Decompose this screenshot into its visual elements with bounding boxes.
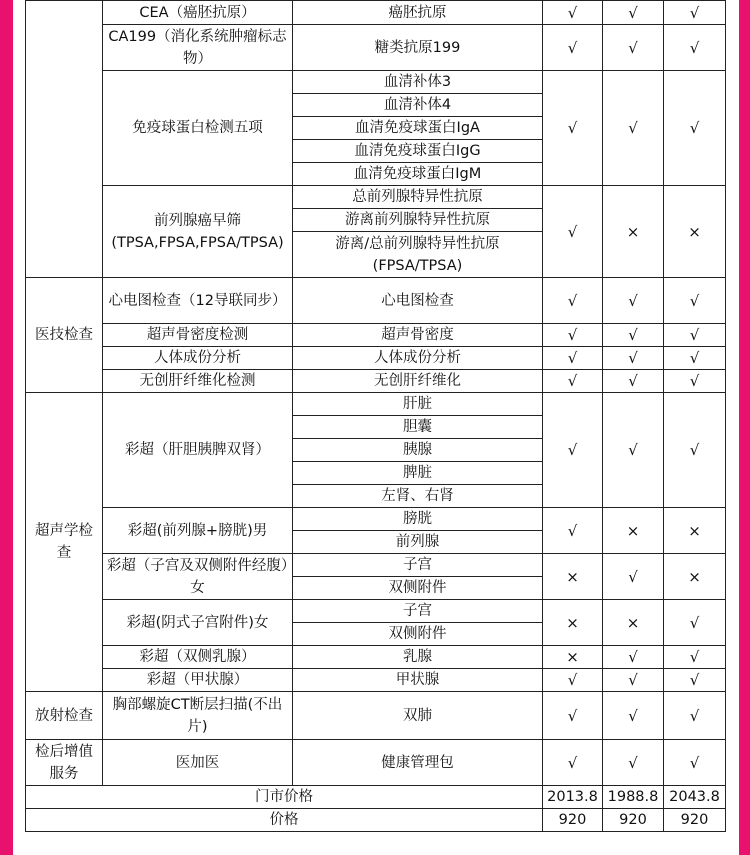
table-body xyxy=(26,1,726,832)
package-mark-cell: √ xyxy=(664,25,726,71)
item-name-cell: 彩超(阴式子宫附件)女 xyxy=(103,600,293,646)
category-cell: 医技检查 xyxy=(26,278,103,393)
package-mark-cell: √ xyxy=(603,370,664,393)
item-name-cell: 胸部螺旋CT断层扫描(不出片) xyxy=(103,692,293,740)
left-frame-border xyxy=(0,0,13,855)
item-name-cell: 彩超（肝胆胰脾双肾） xyxy=(103,393,293,508)
package-mark-cell: √ xyxy=(664,646,726,669)
category-cell: 放射检查 xyxy=(26,692,103,740)
sub-item-cell: 血清免疫球蛋白IgA xyxy=(293,117,543,140)
package-mark-cell: × xyxy=(664,186,726,278)
sub-item-cell: 膀胱 xyxy=(293,508,543,531)
table-row xyxy=(26,370,726,393)
sub-item-cell: 双侧附件 xyxy=(293,623,543,646)
package-mark-cell: √ xyxy=(603,692,664,740)
package-mark-cell: √ xyxy=(603,554,664,600)
package-mark-cell: √ xyxy=(603,347,664,370)
package-mark-cell: √ xyxy=(664,278,726,324)
package-mark-cell: √ xyxy=(543,186,603,278)
sub-item-cell: 癌胚抗原 xyxy=(293,1,543,25)
sub-item-cell: 胆囊 xyxy=(293,416,543,439)
package-mark-cell: √ xyxy=(664,324,726,347)
item-name-cell: 超声骨密度检测 xyxy=(103,324,293,347)
package-mark-cell: √ xyxy=(543,370,603,393)
package-mark-cell: √ xyxy=(543,508,603,554)
price-label-cell: 价格 xyxy=(26,809,543,832)
package-mark-cell: × xyxy=(603,600,664,646)
package-mark-cell: √ xyxy=(603,646,664,669)
sub-item-cell: 血清免疫球蛋白IgM xyxy=(293,163,543,186)
item-name-cell: 免疫球蛋白检测五项 xyxy=(103,71,293,186)
table-row xyxy=(26,25,726,71)
sub-item-cell: 前列腺 xyxy=(293,531,543,554)
item-name-cell: CEA（癌胚抗原） xyxy=(103,1,293,25)
price-label-cell: 门市价格 xyxy=(26,786,543,809)
package-mark-cell: √ xyxy=(603,71,664,186)
package-mark-cell: √ xyxy=(664,692,726,740)
package-mark-cell: × xyxy=(543,646,603,669)
category-cell: 检后增值服务 xyxy=(26,740,103,786)
sub-item-cell: 糖类抗原199 xyxy=(293,25,543,71)
table-row xyxy=(26,646,726,669)
package-mark-cell: √ xyxy=(543,71,603,186)
sub-item-cell: 子宫 xyxy=(293,554,543,577)
package-mark-cell: √ xyxy=(543,393,603,508)
package-mark-cell: √ xyxy=(543,1,603,25)
sub-item-cell: 血清免疫球蛋白IgG xyxy=(293,140,543,163)
package-mark-cell: √ xyxy=(603,324,664,347)
table-row xyxy=(26,1,726,25)
item-name-cell: 医加医 xyxy=(103,740,293,786)
package-mark-cell: √ xyxy=(603,740,664,786)
package-mark-cell: √ xyxy=(543,25,603,71)
table-row xyxy=(26,71,726,94)
table-row xyxy=(26,600,726,623)
sub-item-cell: 游离/总前列腺特异性抗原 (FPSA/TPSA) xyxy=(293,232,543,278)
table-row xyxy=(26,186,726,209)
table-row xyxy=(26,669,726,692)
package-mark-cell: √ xyxy=(603,278,664,324)
table-row xyxy=(26,692,726,740)
package-mark-cell: √ xyxy=(664,393,726,508)
sub-item-cell: 乳腺 xyxy=(293,646,543,669)
package-mark-cell: √ xyxy=(543,324,603,347)
package-mark-cell: √ xyxy=(664,347,726,370)
sub-item-cell: 血清补体4 xyxy=(293,94,543,117)
package-mark-cell: √ xyxy=(664,740,726,786)
price-value-cell: 920 xyxy=(543,809,603,832)
price-value-cell: 920 xyxy=(603,809,664,832)
package-mark-cell: √ xyxy=(664,370,726,393)
package-mark-cell: √ xyxy=(603,393,664,508)
item-name-cell: 彩超（子宫及双侧附件经腹）女 xyxy=(103,554,293,600)
sub-item-cell: 无创肝纤维化 xyxy=(293,370,543,393)
sub-item-cell: 游离前列腺特异性抗原 xyxy=(293,209,543,232)
item-name-cell: 彩超（甲状腺） xyxy=(103,669,293,692)
package-mark-cell: √ xyxy=(603,1,664,25)
price-value-cell: 1988.8 xyxy=(603,786,664,809)
package-mark-cell: × xyxy=(664,554,726,600)
item-name-cell: 彩超（双侧乳腺） xyxy=(103,646,293,669)
item-name-cell: CA199（消化系统肿瘤标志物） xyxy=(103,25,293,71)
table-row xyxy=(26,508,726,531)
category-cell xyxy=(26,1,103,278)
package-mark-cell: × xyxy=(664,508,726,554)
package-mark-cell: √ xyxy=(543,669,603,692)
sub-item-cell: 胰腺 xyxy=(293,439,543,462)
sub-item-cell: 健康管理包 xyxy=(293,740,543,786)
sub-item-cell: 总前列腺特异性抗原 xyxy=(293,186,543,209)
category-cell: 超声学检查 xyxy=(26,393,103,692)
sub-item-cell: 左肾、右肾 xyxy=(293,485,543,508)
package-mark-cell: × xyxy=(543,554,603,600)
package-mark-cell: √ xyxy=(664,1,726,25)
table-row xyxy=(26,278,726,324)
sub-item-cell: 超声骨密度 xyxy=(293,324,543,347)
price-value-cell: 920 xyxy=(664,809,726,832)
sub-item-cell: 子宫 xyxy=(293,600,543,623)
sub-item-cell: 脾脏 xyxy=(293,462,543,485)
table-row xyxy=(26,554,726,577)
package-mark-cell: √ xyxy=(603,25,664,71)
sub-item-cell: 心电图检查 xyxy=(293,278,543,324)
sub-item-cell: 人体成份分析 xyxy=(293,347,543,370)
sub-item-cell: 双侧附件 xyxy=(293,577,543,600)
item-name-cell: 心电图检查（12导联同步） xyxy=(103,278,293,324)
item-name-cell: 人体成份分析 xyxy=(103,347,293,370)
sub-item-cell: 肝脏 xyxy=(293,393,543,416)
package-mark-cell: √ xyxy=(543,740,603,786)
package-mark-cell: × xyxy=(603,508,664,554)
table-row xyxy=(26,740,726,786)
price-row xyxy=(26,786,726,809)
package-mark-cell: √ xyxy=(603,669,664,692)
sub-item-cell: 血清补体3 xyxy=(293,71,543,94)
item-name-cell: 前列腺癌早筛 (TPSA,FPSA,FPSA/TPSA) xyxy=(103,186,293,278)
package-mark-cell: √ xyxy=(543,692,603,740)
price-value-cell: 2043.8 xyxy=(664,786,726,809)
right-frame-border xyxy=(739,0,750,855)
checkup-package-table xyxy=(25,0,726,832)
table-row xyxy=(26,324,726,347)
package-mark-cell: × xyxy=(603,186,664,278)
item-name-cell: 无创肝纤维化检测 xyxy=(103,370,293,393)
package-mark-cell: √ xyxy=(664,669,726,692)
package-mark-cell: √ xyxy=(664,71,726,186)
sub-item-cell: 双肺 xyxy=(293,692,543,740)
package-mark-cell: × xyxy=(543,600,603,646)
table-row xyxy=(26,393,726,416)
package-mark-cell: √ xyxy=(664,600,726,646)
package-mark-cell: √ xyxy=(543,278,603,324)
price-row xyxy=(26,809,726,832)
table-row xyxy=(26,347,726,370)
package-mark-cell: √ xyxy=(543,347,603,370)
sub-item-cell: 甲状腺 xyxy=(293,669,543,692)
price-value-cell: 2013.8 xyxy=(543,786,603,809)
item-name-cell: 彩超(前列腺+膀胱)男 xyxy=(103,508,293,554)
